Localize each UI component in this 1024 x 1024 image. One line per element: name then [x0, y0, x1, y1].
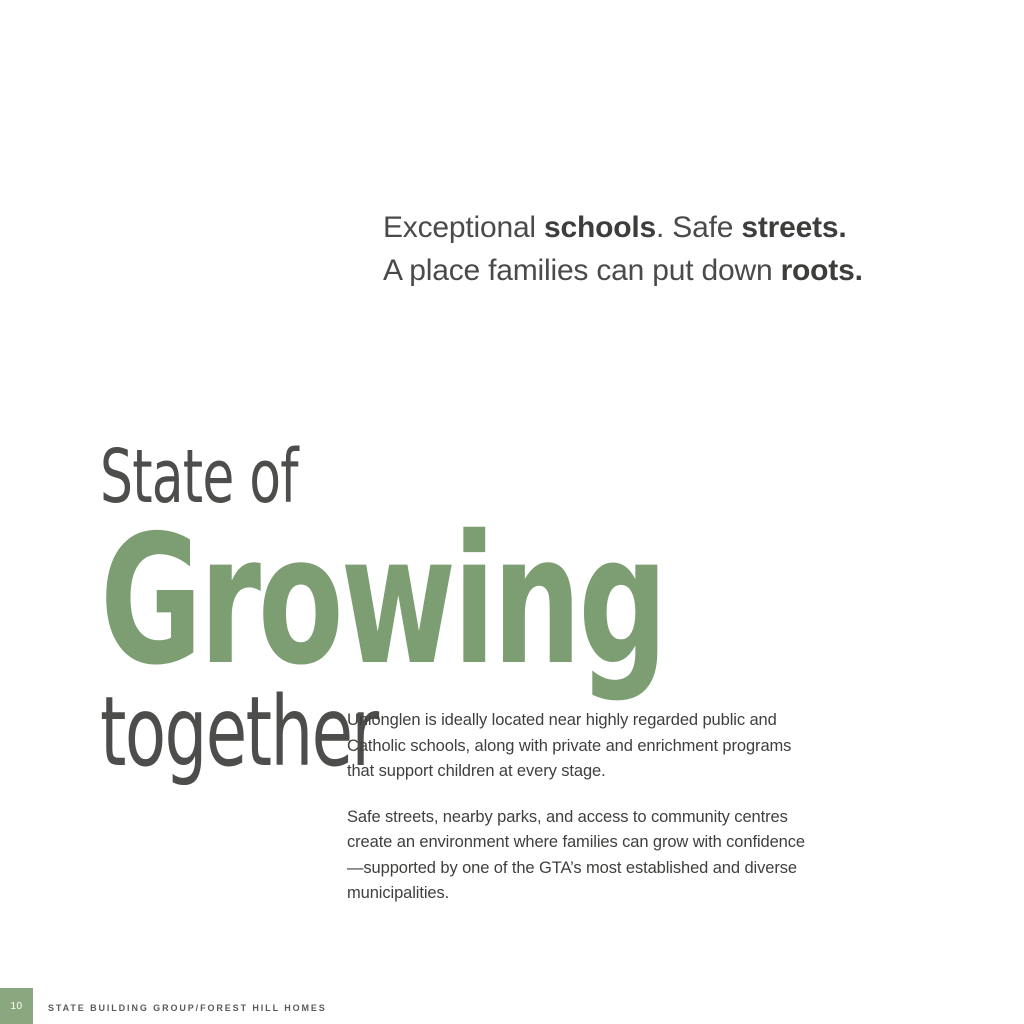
headline-line-growing: Growing	[100, 497, 665, 704]
body-paragraph-2: Safe streets, nearby parks, and access to community centres create an environment where families can grow with confidence—supported by one of the GTA’s most established and diverse municipalities.	[347, 807, 805, 902]
lead-bold-streets: streets.	[741, 211, 847, 244]
body-copy	[347, 708, 807, 907]
lead-text-1: Exceptional	[383, 211, 545, 244]
lead-statement-line-2	[383, 249, 983, 292]
footer-brand-label: STATE BUILDING GROUP/FOREST HILL HOMES	[48, 1003, 327, 1013]
lead-bold-roots: roots.	[780, 254, 863, 287]
page-number-badge	[0, 988, 33, 1024]
lead-text-2: . Safe	[656, 211, 742, 244]
page-number-label: 10	[10, 1000, 23, 1012]
lead-bold-schools: schools	[544, 211, 657, 244]
lead-statement-line-1	[383, 206, 983, 249]
body-paragraph-1: Unionglen is ideally located near highly regarded public and Catholic schools, along with private and enrichment programs that support children at every stage.	[347, 711, 792, 780]
page-footer	[0, 976, 1024, 1024]
lead-statement	[383, 206, 983, 292]
lead-text-3: A place families can put down	[383, 254, 781, 287]
headline-line-together: together	[100, 676, 378, 788]
headline-line-state-of: State of	[100, 434, 298, 520]
